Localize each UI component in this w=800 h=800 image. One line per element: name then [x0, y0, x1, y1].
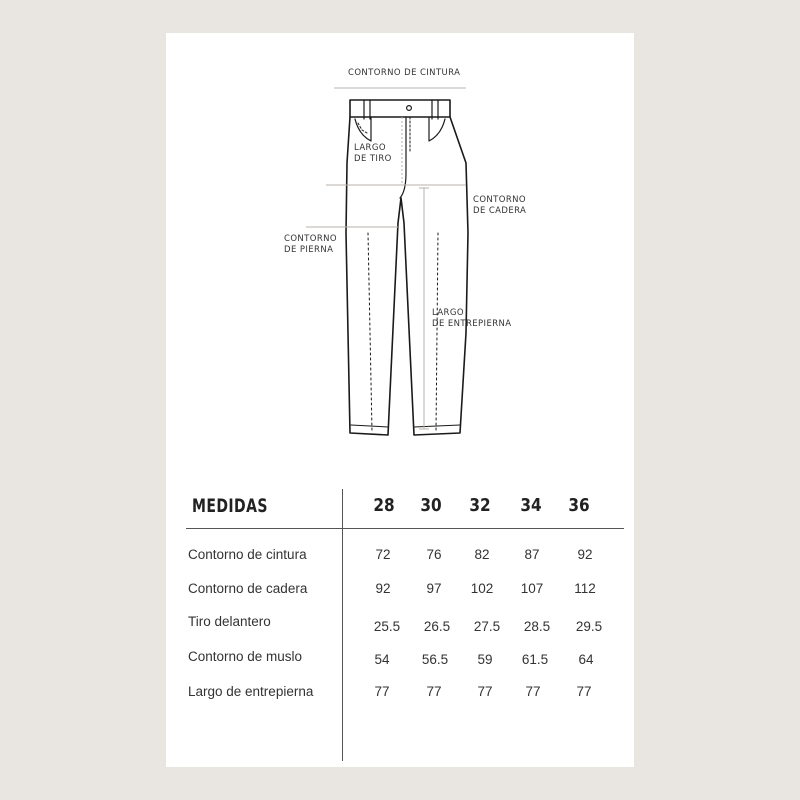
table-cell: 29.5 — [575, 619, 603, 634]
size-chart-card — [166, 33, 634, 767]
inseam-label: LARGO DE ENTREPIERNA — [432, 308, 512, 329]
table-cell: 77 — [525, 684, 541, 699]
table-cell: 77 — [477, 684, 493, 699]
column-divider — [342, 489, 343, 761]
table-cell: 26.5 — [423, 619, 451, 634]
table-cell: 77 — [426, 684, 442, 699]
table-cell: 56.5 — [421, 652, 449, 667]
table-cell: 107 — [520, 581, 544, 596]
row-label: Contorno de cadera — [188, 581, 308, 596]
rise-label: LARGO DE TIRO — [354, 143, 392, 164]
table-cell: 76 — [426, 547, 442, 562]
table-cell: 102 — [470, 581, 494, 596]
size-header: 28 — [373, 495, 395, 516]
row-label: Contorno de cintura — [188, 547, 307, 562]
row-label: Largo de entrepierna — [188, 684, 314, 699]
table-cell: 97 — [426, 581, 442, 596]
hip-label: CONTORNO DE CADERA — [473, 195, 527, 216]
header-divider — [186, 528, 624, 529]
table-cell: 77 — [576, 684, 592, 699]
size-header: 36 — [568, 495, 590, 516]
row-label: Tiro delantero — [188, 614, 271, 629]
waist-label: CONTORNO DE CINTURA — [348, 68, 461, 78]
table-cell: 28.5 — [523, 619, 551, 634]
table-cell: 59 — [477, 652, 493, 667]
table-cell: 25.5 — [373, 619, 401, 634]
pants-illustration — [166, 33, 634, 493]
row-label: Contorno de muslo — [188, 649, 303, 664]
table-cell: 72 — [375, 547, 391, 562]
table-cell: 87 — [524, 547, 540, 562]
table-cell: 61.5 — [521, 652, 549, 667]
table-cell: 82 — [474, 547, 490, 562]
table-cell: 77 — [374, 684, 390, 699]
size-header: 34 — [520, 495, 542, 516]
table-cell: 92 — [577, 547, 593, 562]
table-cell: 112 — [574, 581, 596, 596]
table-title: MEDIDAS — [192, 495, 268, 517]
size-header: 30 — [420, 495, 442, 516]
table-cell: 54 — [374, 652, 390, 667]
table-cell: 27.5 — [473, 619, 501, 634]
table-cell: 64 — [578, 652, 594, 667]
leg-label: CONTORNO DE PIERNA — [284, 234, 338, 255]
size-header: 32 — [469, 495, 491, 516]
pants-diagram — [166, 33, 634, 493]
table-cell: 92 — [375, 581, 391, 596]
